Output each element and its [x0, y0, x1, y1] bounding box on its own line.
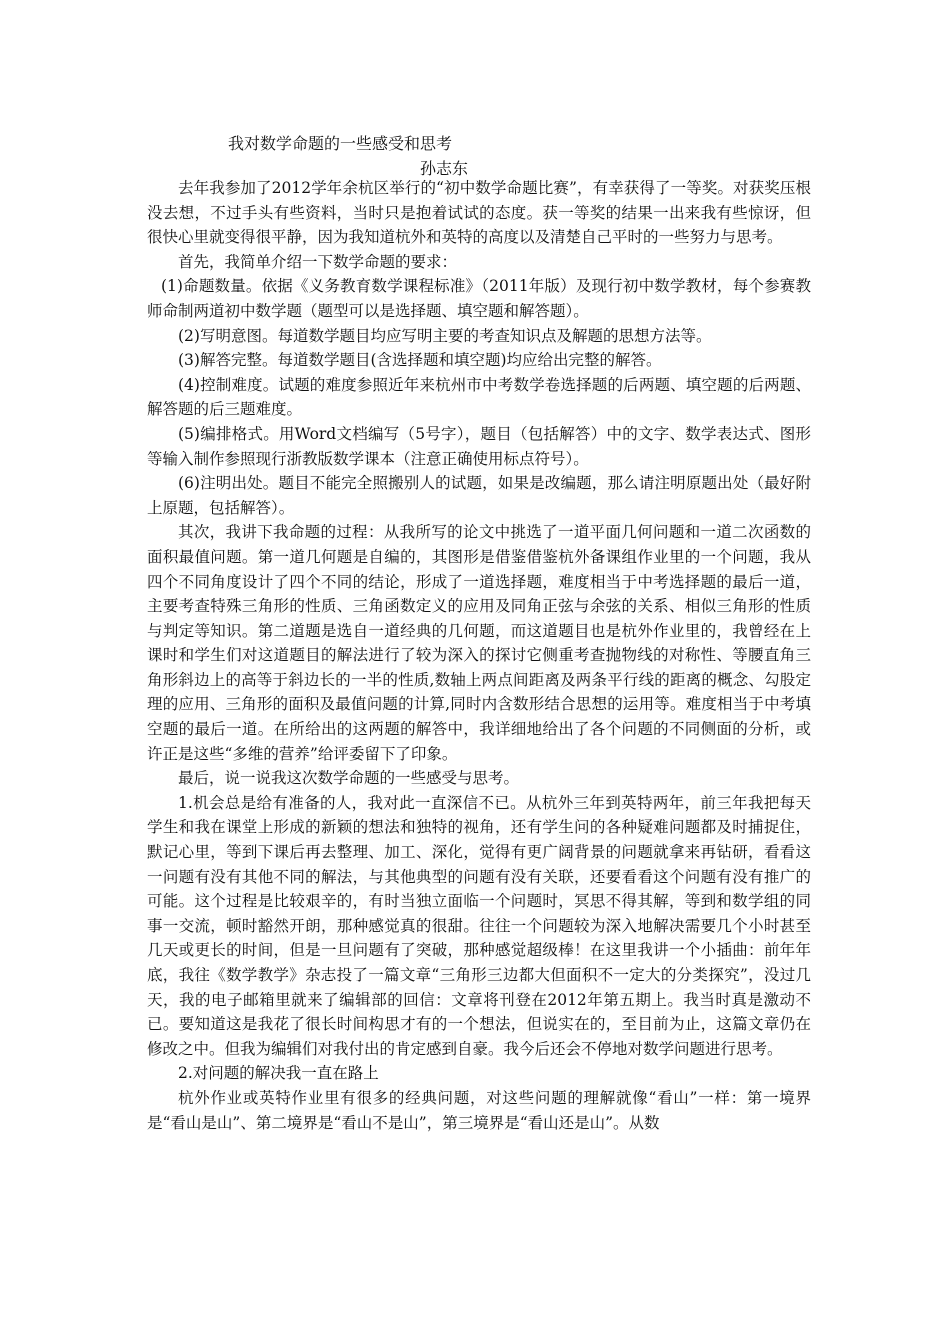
requirement-item-6: (6)注明出处。题目不能完全照搬别人的试题，如果是改编题，那么请注明原题出处（最好附上原题，包括解答）。	[147, 474, 811, 517]
document-body	[147, 176, 811, 1135]
document-title: 我对数学命题的一些感受和思考	[228, 134, 453, 153]
requirement-item-5: (5)编排格式。用Word文档编写（5号字），题目（包括解答）中的文字、数学表达式、图形等输入制作参照现行浙教版数学课本（注意正确使用标点符号）。	[147, 424, 811, 468]
reflection-item-1: 1.机会总是给有准备的人，我对此一直深信不已。从杭外三年到英特两年，前三年我把每天学生和我在课堂上形成的新颖的想法和独特的视角，还有学生问的各种疑难问题都及时捕捉住，默记心里，等到下课后再去整理、加工、深化，觉得有更广阔背景的问题就拿来再钻研，看看这一问题有没有其他不同的解法，与其他典型的问题有没有关联，还要看看这个问题有没有推广的可能。这个过程是比较艰辛的，有时当独立面临一个问题时，冥思不得其解，等到和数学组的同事一交流，顿时豁然开朗，那种感觉真的很甜。往往一个问题较为深入地解决需要几个小时甚至几天或更长的时间，但是一旦问题有了突破，那种感觉超级棒！在这里我讲一个小插曲：前年年底，我往《数学教学》杂志投了一篇文章“三角形三边都大但面积不一定大的分类探究”，没过几天，我的电子邮箱里就来了编辑部的回信：文章将刊登在2012年第五期上。我当时真是激动不已。要知道这是我花了很长时间构思才有的一个想法，但说实在的，至目前为止，这篇文章仍在修改之中。但我为编辑们对我付出的肯定感到自豪。我今后还会不停地对数学问题进行思考。	[147, 793, 811, 1058]
paragraph-intro: 去年我参加了2012学年余杭区举行的“初中数学命题比赛”，有幸获得了一等奖。对获奖压根没去想，不过手头有些资料，当时只是抱着试试的态度。获一等奖的结果一出来我有些惊讶，但很快心里就变得很平静，因为我知道杭外和英特的高度以及清楚自己平时的一些努力与思考。	[147, 179, 811, 247]
paragraph-classic-problems: 杭外作业或英特作业里有很多的经典问题，对这些问题的理解就像“看山”一样：第一境界是“看山是山”、第二境界是“看山不是山”，第三境界是“看山还是山”。从数	[147, 1088, 811, 1132]
paragraph-reflection-intro: 最后，说一说我这次数学命题的一些感受与思考。	[178, 769, 520, 788]
reflection-item-2-heading: 2.对问题的解决我一直在路上	[178, 1064, 379, 1083]
paragraph-requirements-intro: 首先，我简单介绍一下数学命题的要求：	[178, 252, 458, 271]
requirement-item-2: (2)写明意图。每道数学题目均应写明主要的考查知识点及解题的思想方法等。	[178, 326, 712, 345]
requirement-item-4: (4)控制难度。试题的难度参照近年来杭州市中考数学卷选择题的后两题、填空题的后两题、解答题的后三题难度。	[147, 375, 811, 419]
paragraph-process: 其次，我讲下我命题的过程：从我所写的论文中挑选了一道平面几何问题和一道二次函数的面积最值问题。第一道几何题是自编的，其图形是借鉴借鉴杭外备课组作业里的一个问题，我从四个不同角度设计了四个不同的结论，形成了一道选择题，难度相当于中考选择题的最后一道，主要考查特殊三角形的性质、三角函数定义的应用及同角正弦与余弦的关系、相似三角形的性质与判定等知识。第二道题是选自一道经典的几何题，而这道题目也是杭外作业里的，我曾经在上课时和学生们对这道题目的解法进行了较为深入的探讨它侧重考查抛物线的对称性、等腰直角三角形斜边上的高等于斜边长的一半的性质,数轴上两点间距离及两条平行线的距离的概念、勾股定理的应用、三角形的面积及最值问题的计算,同时内含数形结合思想的运用等。难度相当于中考填空题的最后一道。在所给出的这两题的解答中，我详细地给出了各个问题的不同侧面的分析，或许正是这些“多维的营养”给评委留下了印象。	[147, 523, 811, 763]
requirement-item-3: (3)解答完整。每道数学题目(含选择题和填空题)均应给出完整的解答。	[178, 351, 662, 370]
requirement-item-1: (1)命题数量。依据《义务教育数学课程标准》（2011年版）及现行初中数学教材，每个参赛教师命制两道初中数学题（题型可以是选择题、填空题和解答题）。	[147, 277, 811, 320]
author-name: 孙志东	[420, 159, 469, 178]
